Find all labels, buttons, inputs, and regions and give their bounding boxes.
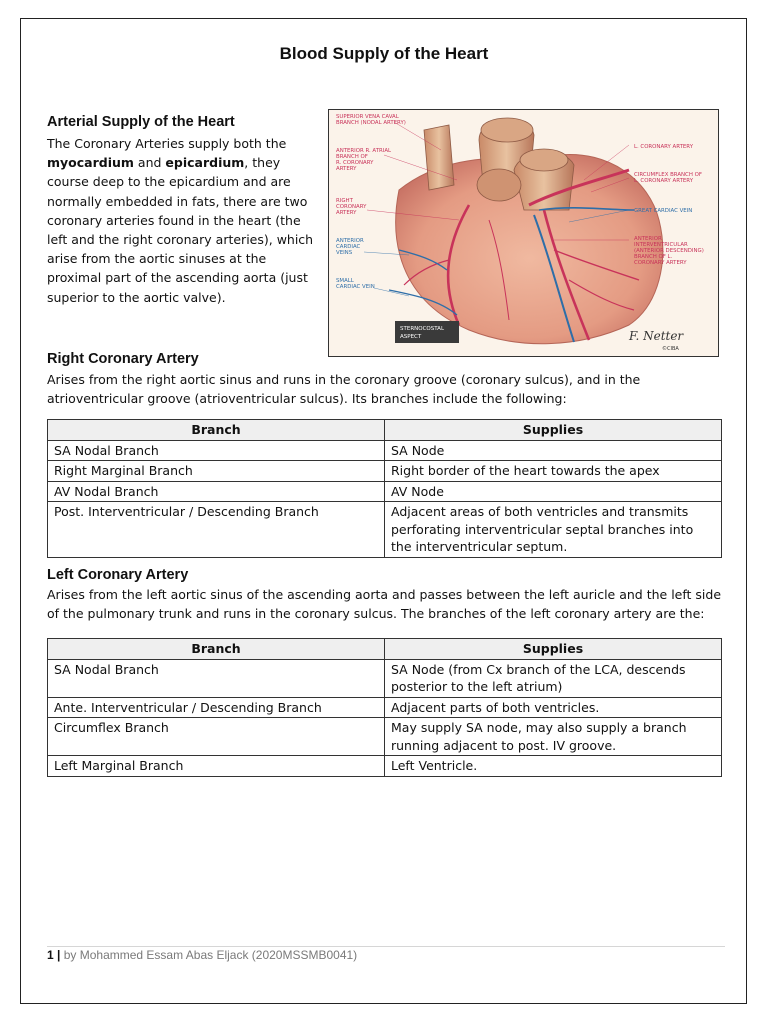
arterial-text-1: The Coronary Arteries supply both the [47,136,287,151]
arterial-supply-heading: Arterial Supply of the Heart [47,114,235,130]
table-row [48,502,722,558]
page-footer [47,948,357,962]
label-ant-iv-3: (ANTERIOR DESCENDING) [634,248,704,254]
supplies-cell: Adjacent parts of both ventricles. [385,697,722,718]
label-ant-iv-5: CORONARY ARTERY [634,260,687,266]
table-row [48,718,722,756]
table-header-row [48,420,722,441]
right-coronary-table [47,419,722,558]
arterial-supply-paragraph [47,134,315,307]
label-circumflex-1: CIRCUMFLEX BRANCH OF [634,172,702,178]
arterial-text-2: and [133,155,166,171]
supplies-cell: Right border of the heart towards the apex [385,461,722,482]
label-ant-atrial-3: R. CORONARY [336,160,374,166]
page-title: Blood Supply of the Heart [279,44,489,63]
footer-separator: | [53,948,64,962]
label-acv-1: ANTERIOR [336,238,364,244]
aorta-opening [481,118,533,142]
label-ant-iv-1: ANTERIOR [634,236,662,242]
table-header-row [48,639,722,660]
aortic-root [477,169,521,201]
aspect-label-2: ASPECT [400,334,422,340]
heart-illustration [328,109,719,357]
supplies-cell: Left Ventricle. [385,756,722,777]
table-row [48,481,722,502]
label-acv-3: VEINS [336,250,353,256]
branch-cell: Post. Interventricular / Descending Branch [48,502,385,558]
table-row [48,756,722,777]
arterial-bold-epicardium: epicardium [165,155,245,171]
label-great-cardiac-vein: GREAT CARDIAC VEIN [634,208,693,214]
table-row [48,697,722,718]
label-svc-branch-2: BRANCH (NODAL ARTERY) [336,120,406,126]
label-ant-iv-4: BRANCH OF L. [634,254,673,260]
col-header-supplies: Supplies [385,639,722,660]
branch-cell: Right Marginal Branch [48,461,385,482]
supplies-cell: SA Node (from Cx branch of the LCA, descends posterior to the left atrium) [385,659,722,697]
label-svc-branch-1: SUPERIOR VENA CAVAL [336,114,399,120]
label-ant-atrial-4: ARTERY [336,166,357,172]
col-header-branch: Branch [48,420,385,441]
footer-author: by Mohammed Essam Abas Eljack (2020MSSMB0041) [63,948,358,962]
supplies-cell: AV Node [385,481,722,502]
table-row [48,440,722,461]
branch-cell: SA Nodal Branch [48,659,385,697]
table-row [48,461,722,482]
arterial-bold-myocardium: myocardium [47,155,134,171]
branch-cell: Ante. Interventricular / Descending Branch [48,697,385,718]
label-acv-2: CARDIAC [336,244,361,250]
superior-vena-cava [424,125,454,190]
branch-cell: Left Marginal Branch [48,756,385,777]
label-lca: L. CORONARY ARTERY [634,144,693,150]
label-scv-1: SMALL [336,278,354,284]
supplies-cell: SA Node [385,440,722,461]
copyright-mark: ©CIBA [662,346,679,352]
label-scv-2: CARDIAC VEIN [336,284,375,290]
label-ant-atrial-1: ANTERIOR R. ATRIAL [336,148,392,154]
label-ant-iv-2: INTERVENTRICULAR [634,242,688,248]
left-coronary-table [47,638,722,777]
col-header-supplies: Supplies [385,420,722,441]
pulmonary-opening [520,149,568,171]
left-coronary-paragraph: Arises from the left aortic sinus of the ascending aorta and passes between the left auricle and the left side of the pulmonary trunk and runs in the coronary sulcus. The branches of the left coronary artery are the: [47,587,722,622]
heart-illustration-svg [329,110,718,356]
branch-cell: SA Nodal Branch [48,440,385,461]
label-circumflex-2: L. CORONARY ARTERY [634,178,693,184]
col-header-branch: Branch [48,639,385,660]
aspect-label-1: STERNOCOSTAL [400,326,445,332]
netter-signature: F. Netter [629,329,684,343]
right-coronary-paragraph: Arises from the right aortic sinus and runs in the coronary groove (coronary sulcus), and in the atrioventricular groove (atrioventricular sulcus). Its branches include the following: [47,372,641,407]
table-row [48,659,722,697]
left-coronary-heading: Left Coronary Artery [47,567,189,583]
label-rca-2: CORONARY [336,204,367,210]
label-rca-1: RIGHT [336,198,353,204]
label-rca-3: ARTERY [336,210,357,216]
page-number: 1 [47,948,54,962]
label-ant-atrial-2: BRANCH OF [336,154,368,160]
supplies-cell: May supply SA node, may also supply a branch running adjacent to post. IV groove. [385,718,722,756]
branch-cell: AV Nodal Branch [48,481,385,502]
branch-cell: Circumflex Branch [48,718,385,756]
supplies-cell: Adjacent areas of both ventricles and transmits perforating interventricular septal branches into the interventricular septum. [385,502,722,558]
arterial-text-3: , they course deep to the epicardium and are normally embedded in fats, there are two coronary arteries found in the heart (the left and the right coronary arteries), which arise from the aortic sinuses at the proximal part of the ascending aorta (just superior to the aortic valve). [47,155,314,305]
right-coronary-heading: Right Coronary Artery [47,351,199,367]
footer-divider [47,946,725,947]
